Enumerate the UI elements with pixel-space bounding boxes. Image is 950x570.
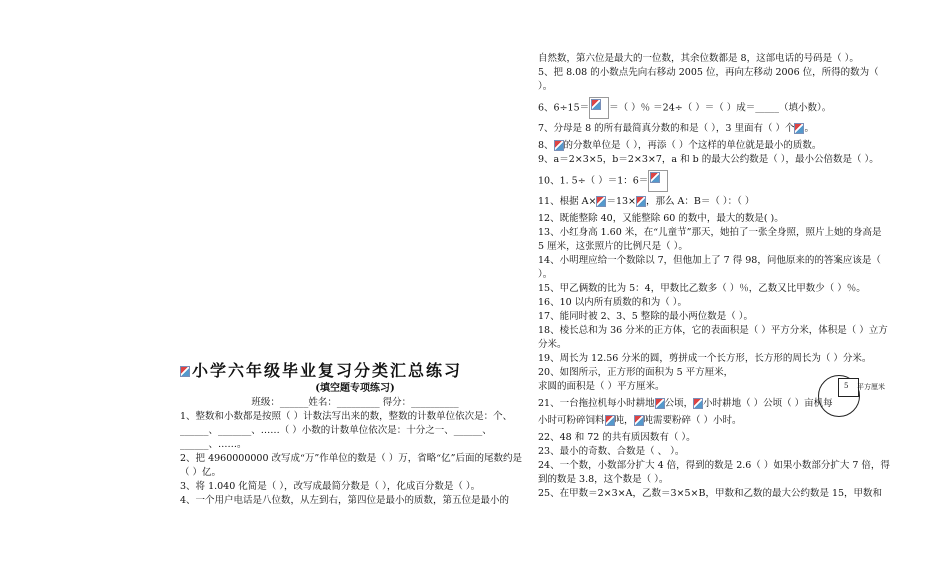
- question-13: 13、小红身高 1.60 米，在“儿童节”那天，她拍了一张全身照，照片上她的身高是 5 厘米，这张照片的比例尺是（ ）。: [538, 227, 882, 252]
- title-text: 小学六年级毕业复习分类汇总练习: [192, 361, 463, 380]
- q21-line2-b: 吨，: [614, 415, 634, 426]
- subtitle: (填空题专项练习): [315, 383, 395, 394]
- q11-mid: ＝13×: [606, 196, 636, 207]
- q21-prefix: 21、一台拖拉机每小时耕地: [538, 398, 655, 409]
- q11-prefix: 11、根据 A×: [538, 196, 597, 207]
- image-placeholder-icon: [180, 366, 190, 377]
- image-placeholder-icon: [591, 99, 601, 110]
- image-placeholder-icon: [605, 415, 615, 426]
- question-15: 15、甲乙俩数的比为 5：4，甲数比乙数多（ ）％，乙数又比甲数少（ ）％。: [538, 283, 866, 294]
- q6-suffix: ＝（ ）％ ＝24÷（ ）＝（ ）成＝_____（填小数）。: [609, 102, 832, 114]
- question-10: [538, 170, 890, 192]
- q7-text: 7、分母是 8 的所有最简真分数的和是（ ），3 里面有（ ）个: [538, 123, 795, 134]
- question-25: 25、在甲数＝2×3×A，乙数＝3×5×B，甲数和乙数的最大公约数是 15，甲数和: [538, 488, 883, 499]
- right-column: [538, 52, 890, 501]
- q6-prefix: 6、6÷15＝: [538, 102, 590, 114]
- image-placeholder-icon: [794, 123, 804, 134]
- q11-suffix: ，那么 A：B＝（ ）：（ ）: [646, 196, 755, 207]
- square-label: 5: [844, 382, 849, 390]
- unit-label: 平方厘米: [857, 383, 885, 391]
- question-19: 19、周长为 12.56 分米的圆，剪拼成一个长方形，长方形的周长为（ ）分米。: [538, 353, 872, 364]
- image-placeholder-icon: [636, 196, 646, 207]
- question-5: 5、把 8.08 的小数点先向右移动 2005 位，再向左移动 2006 位，所得的数为（ ）。: [538, 67, 879, 92]
- q8-prefix: 8、: [538, 140, 554, 151]
- question-8: [538, 139, 890, 153]
- q8-suffix: 的分数单位是（ ），再添（ ）个这样的单位就是最小的质数。: [563, 140, 822, 151]
- q21-line2-c: 吨需要粉碎（ ）小时。: [643, 415, 742, 426]
- question-12: 12、既能整除 40，又能整除 60 的数中，最大的数是( )。: [538, 213, 784, 224]
- question-9: 9、a＝2×3×5，b＝2×3×7，a 和 b 的最大公约数是（ ），最小公倍数是（ ）。: [538, 154, 879, 165]
- question-18: 18、棱长总和为 36 分米的正方体，它的表面积是（ ）平方分米，体积是（ ）立方分米。: [538, 325, 888, 350]
- question-2: 2、把 4960000000 改写成“万”作单位的数是（ ）万，省略“亿”后面的尾数约是（ ）亿。: [180, 453, 522, 478]
- question-16: 16、10 以内所有质数的和为（ ）。: [538, 297, 687, 308]
- question-4: 4、一个用户电话是八位数，从左到右，第四位是最小的质数，第五位是最小的: [180, 495, 510, 506]
- question-24: 24、一个数，小数部分扩大 4 倍，得到的数是 2.6（ ）如果小数部分扩大 7 倍，得到的数是 3.8，这个数是（ ）。: [538, 460, 890, 485]
- image-placeholder-icon: [650, 172, 660, 183]
- image-placeholder-icon: [655, 398, 665, 409]
- image-placeholder-icon: [596, 196, 606, 207]
- image-placeholder-icon: [634, 415, 644, 426]
- question-14: 14、小明理应给一个数除以 7，但他加上了 7 得 98，问他原来的的答案应该是（ ）。: [538, 255, 881, 280]
- square-figure: [838, 378, 859, 397]
- left-column: [180, 360, 530, 508]
- question-23: 23、最小的奇数、合数是（ 、 ）。: [538, 446, 685, 457]
- question-7: 7、分母是 8 的所有最简真分数的和是（ ），3 里面有（ ）个 。: [538, 123, 814, 134]
- q10-text: 10、1. 5÷（ ）＝1：6＝: [538, 175, 649, 187]
- image-placeholder-icon: [554, 140, 564, 151]
- question-4-continued: 自然数，第六位是最大的一位数，其余位数都是 8，这部电话的号码是（ ）。: [538, 53, 859, 64]
- page-title: [180, 360, 530, 382]
- question-20: 20、如图所示，正方形的面积为 5 平方厘米，: [538, 367, 734, 378]
- question-6: [538, 97, 890, 119]
- class-name-score-line: 班级：______姓名：_________ 得分：__________: [251, 397, 459, 408]
- question-11: [538, 195, 890, 209]
- fraction-box: [589, 97, 609, 119]
- image-placeholder-icon: [693, 398, 703, 409]
- q21-tail: 亩机每: [804, 398, 833, 409]
- q21-line2-a: 小时可粉碎饲料: [538, 415, 605, 426]
- question-20-line2: 求圆的面积是（ ）平方厘米。: [538, 381, 665, 392]
- question-1: 1、整数和小数都是按照（ ）计数法写出来的数，整数的计数单位依次是：个、______、_______、……（ ）小数的计数单位依次是：十分之一、______、______、……。: [180, 411, 513, 450]
- q21-mid: 公顷，: [664, 398, 694, 409]
- question-3: 3、将 1.040 化简是（ ），改写成最简分数是（ ），化成百分数是（ ）。: [180, 481, 481, 492]
- fraction-box: [648, 170, 668, 192]
- question-17: 17、能同时被 2、3、5 整除的最小两位数是（ ）。: [538, 311, 754, 322]
- question-22: 22、48 和 72 的共有质因数有（ ）。: [538, 432, 696, 443]
- q21-suffix: 小时耕地（ ）公顷（ ）: [703, 398, 805, 409]
